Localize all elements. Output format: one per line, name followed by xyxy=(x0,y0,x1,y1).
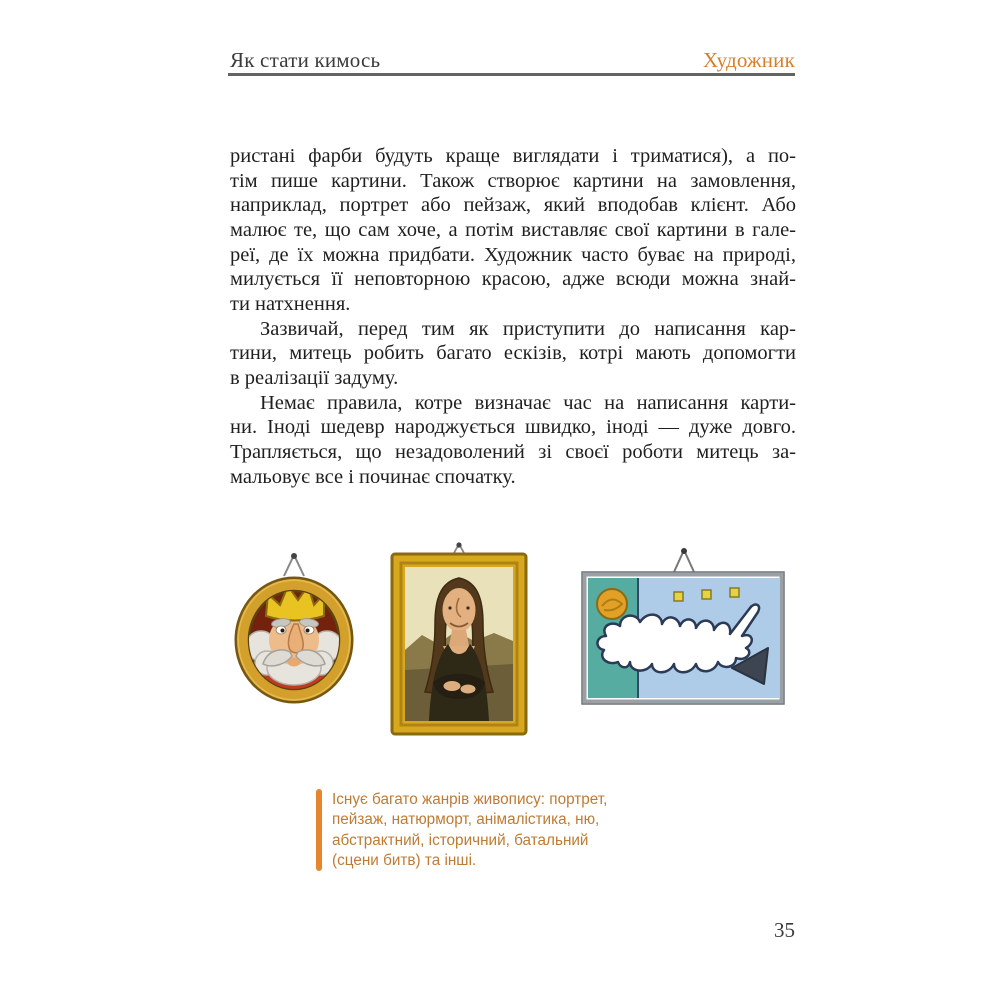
note-accent-bar xyxy=(316,789,322,871)
page-number: 35 xyxy=(774,918,795,942)
body-text-line: мальовує все і починає спочатку. xyxy=(230,465,516,488)
body-text-line: Трапляється, що незадоволений зі своєї роботи митець за- xyxy=(230,440,796,463)
note-text-line: (сцени битв) та інші. xyxy=(332,851,477,869)
header-rule xyxy=(228,73,795,76)
body-text-line: Немає правила, котре визначає час на написання карти- xyxy=(260,391,796,414)
chapter-title: Художник xyxy=(703,48,795,72)
body-text xyxy=(230,144,796,489)
note-text-line: Існує багато жанрів живопису: портрет, xyxy=(332,791,608,808)
note-text xyxy=(332,789,607,871)
body-text-line: малює те, що сам хоче, а потім виставляє свої картини в гале- xyxy=(230,218,796,241)
note-text-line: пейзаж, натюрморт, анімалістика, ню, xyxy=(332,811,600,829)
body-text-line: ни. Іноді шедевр народжується швидко, іноді — дуже довго. xyxy=(230,416,796,439)
running-title: Як стати кимось xyxy=(230,48,381,72)
body-text-line: ристані фарби будуть краще виглядати і триматися), а по- xyxy=(230,145,796,167)
body-text-line: в реалізації задуму. xyxy=(230,366,399,389)
body-text-line: реї, де їх можна придбати. Художник часто буває на природі, xyxy=(230,243,796,266)
body-text-line: тини, митець робить багато ескізів, котрі мають допомогти xyxy=(230,342,796,365)
body-text-line: ти натхнення. xyxy=(230,292,351,315)
genres-note xyxy=(316,789,607,871)
body-text-line: тім пише картини. Також створює картини на замовлення, xyxy=(230,169,796,192)
note-text-line: абстрактний, історичний, батальний xyxy=(332,831,589,849)
body-text-line: милується її неповторною красою, адже всюди можна знай- xyxy=(230,268,796,291)
body-text-line: наприклад, портрет або пейзаж, який вподобав клієнт. Або xyxy=(230,194,796,217)
abstract-painting-icon xyxy=(574,542,796,712)
body-text-line: Зазвичай, перед тим як приступити до написання кар- xyxy=(260,317,796,340)
mona-lisa-portrait-icon xyxy=(386,538,532,740)
king-portrait-icon xyxy=(224,548,364,706)
